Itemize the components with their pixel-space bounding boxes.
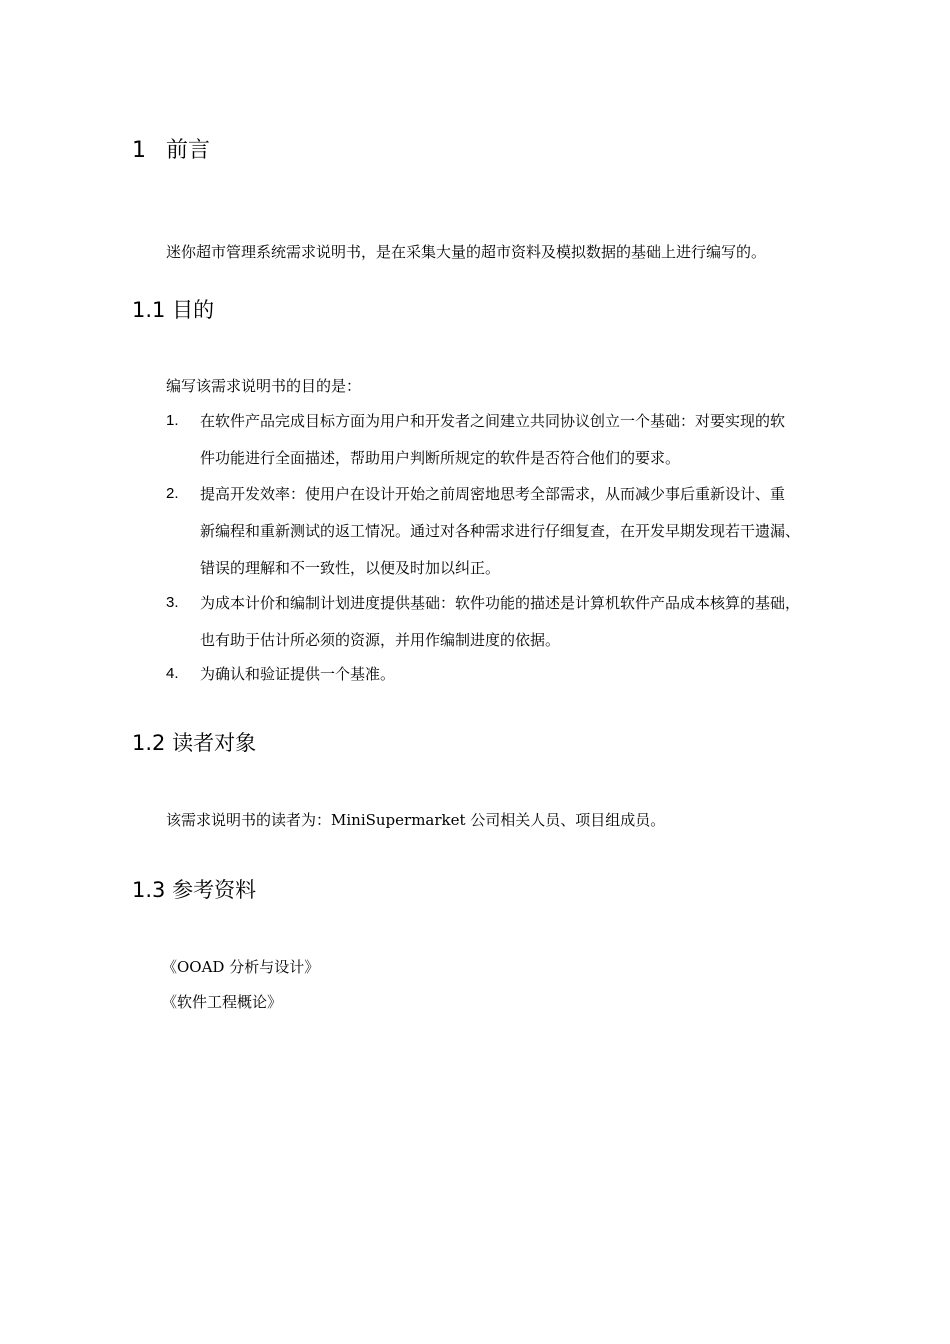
readers-paragraph: 该需求说明书的读者为：MiniSupermarket 公司相关人员、项目组成员。	[166, 811, 666, 829]
list-line: 在软件产品完成目标方面为用户和开发者之间建立共同协议创立一个基础：对要实现的软	[200, 412, 786, 430]
list-number: 1.	[166, 412, 179, 429]
list-line: 为确认和验证提供一个基准。	[200, 665, 396, 683]
list-number: 3.	[166, 594, 179, 611]
section-heading-1-2: 1.2 读者对象	[132, 731, 257, 755]
section-title: 前言	[166, 138, 211, 163]
list-number: 2.	[166, 485, 179, 502]
list-line: 也有助于估计所必须的资源，并用作编制进度的依据。	[200, 631, 561, 649]
list-number: 4.	[166, 665, 179, 682]
list-line: 提高开发效率：使用户在设计开始之前周密地思考全部需求，从而减少事后重新设计、重	[200, 485, 786, 503]
list-line: 为成本计价和编制计划进度提供基础：软件功能的描述是计算机软件产品成本核算的基础，	[200, 594, 801, 612]
purpose-lead: 编写该需求说明书的目的是：	[166, 377, 362, 395]
list-line: 错误的理解和不一致性，以便及时加以纠正。	[200, 559, 501, 577]
reference-item: 《软件工程概论》	[162, 993, 283, 1011]
section-heading-1-3: 1.3 参考资料	[132, 878, 257, 902]
intro-paragraph: 迷你超市管理系统需求说明书，是在采集大量的超市资料及模拟数据的基础上进行编写的。	[166, 243, 767, 261]
section-heading-1-1: 1.1 目的	[132, 298, 215, 322]
section-number: 1	[132, 138, 146, 163]
list-line: 新编程和重新测试的返工情况。通过对各种需求进行仔细复查，在开发早期发现若干遗漏、	[200, 522, 801, 540]
section-heading-1	[132, 136, 210, 166]
reference-item: 《OOAD 分析与设计》	[162, 958, 320, 976]
list-line: 件功能进行全面描述，帮助用户判断所规定的软件是否符合他们的要求。	[200, 449, 681, 467]
